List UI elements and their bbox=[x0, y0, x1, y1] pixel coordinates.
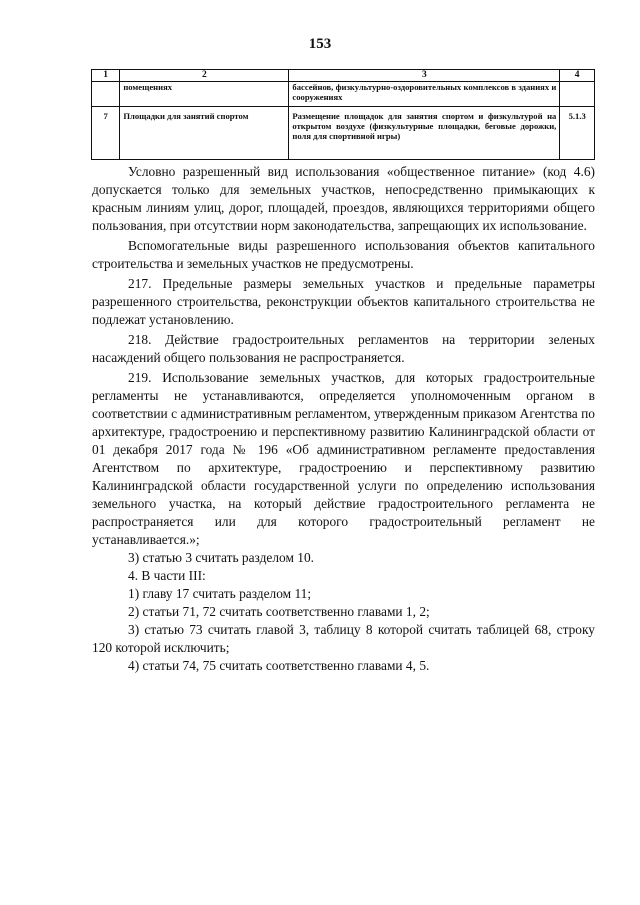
paragraph-public-catering: Условно разрешенный вид использования «общественное питание» (код 4.6) допускается только для земельных участков, непосредственно примыкающих к красным линиям улиц, дорог, площадей, проездов, являющихся территориями общего пользования, при отсутствии норм законодательства, запрещающих их использование. bbox=[92, 164, 595, 233]
document-body bbox=[92, 163, 595, 675]
paragraph-217: 217. Предельные размеры земельных участков и предельные параметры разрешенного строительства, реконструкции объектов капитального строительства не подлежат установлению. bbox=[92, 276, 595, 327]
table-header-cell: 3 bbox=[289, 70, 560, 82]
table-header-cell: 1 bbox=[92, 70, 120, 82]
list-item: 3) статью 3 считать разделом 10. bbox=[128, 550, 315, 565]
table-cell-description: бассейнов, физкультурно-оздоровительных комплексов в зданиях и сооружениях bbox=[289, 82, 560, 107]
table-cell-num: 7 bbox=[92, 107, 120, 160]
table-cell-name: помещениях bbox=[120, 82, 289, 107]
table-row bbox=[92, 82, 595, 107]
paragraph-219: 219. Использование земельных участков, для которых градостроительные регламенты не устанавливаются, определяется уполномоченным органом в соответствии с административным регламентом, утвержденным приказом Агентства по архитектуре, градостроению и перспективному развитию Калининградской области от 01 декабря 2017 года № 196 «Об административном регламенте предоставления Агентством по архитектуре, градостроению и перспективному развитию Калининградской области государственной услуги по определению использования земельного участка, на который действие градостроительного регламента не распространяется или для которого градостроительный регламент не устанавливается.»; bbox=[92, 370, 595, 547]
list-item: 3) статью 73 считать главой 3, таблицу 8 которой считать таблицей 68, строку 120 которой исключить; bbox=[92, 622, 595, 655]
regulation-table bbox=[91, 69, 595, 160]
list-item: 2) статьи 71, 72 считать соответственно главами 1, 2; bbox=[128, 604, 430, 619]
table-cell-code: 5.1.3 bbox=[560, 107, 595, 160]
table-row bbox=[92, 107, 595, 160]
table-header-row bbox=[92, 70, 595, 82]
table-header-cell: 2 bbox=[120, 70, 289, 82]
table-cell-num bbox=[92, 82, 120, 107]
paragraph-auxiliary-uses: Вспомогательные виды разрешенного использования объектов капитального строительства и земельных участков не предусмотрены. bbox=[92, 238, 595, 271]
table-cell-name: Площадки для занятий спортом bbox=[120, 107, 289, 160]
list-item: 4) статьи 74, 75 считать соответственно главами 4, 5. bbox=[128, 658, 430, 673]
page-number: 153 bbox=[308, 36, 332, 52]
table-header-cell: 4 bbox=[560, 70, 595, 82]
table-cell-description: Размещение площадок для занятия спортом и физкультурой на открытом воздухе (физкультурные площадки, беговые дорожки, поля для спортивной игры) bbox=[289, 107, 560, 160]
paragraph-218: 218. Действие градостроительных регламентов на территории зеленых насаждений общего пользования не распространяется. bbox=[92, 332, 595, 365]
list-item: 4. В части III: bbox=[128, 568, 206, 583]
table-cell-code bbox=[560, 82, 595, 107]
list-item: 1) главу 17 считать разделом 11; bbox=[128, 586, 312, 601]
